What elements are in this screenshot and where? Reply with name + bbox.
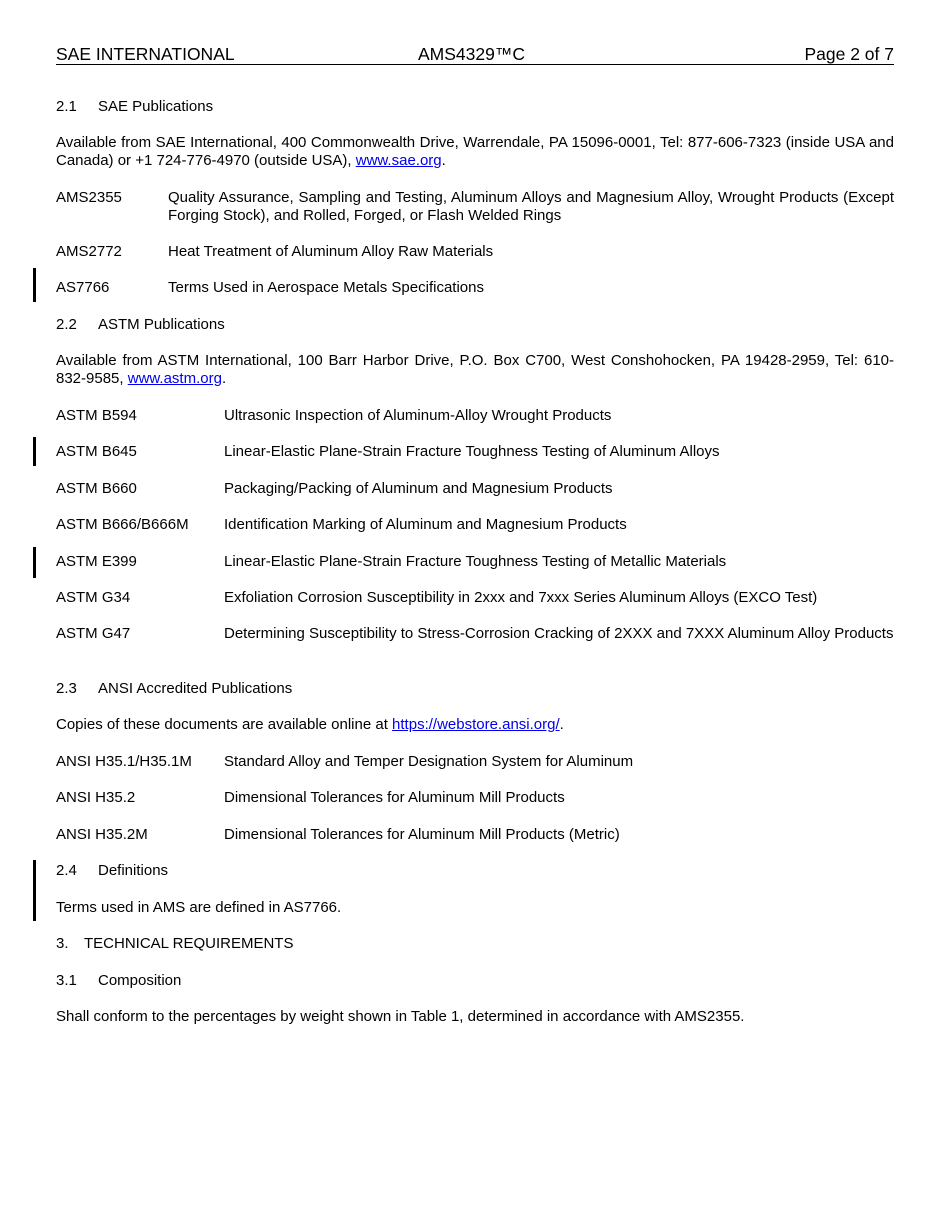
reference-code: AMS2772 [56, 243, 122, 260]
reference-entry [56, 480, 894, 498]
reference-entry [56, 279, 894, 297]
reference-entry [56, 789, 894, 807]
section-heading-3 [56, 935, 894, 953]
reference-title: Standard Alloy and Temper Designation System for Aluminum [224, 753, 634, 770]
reference-code: ANSI H35.2 [56, 789, 136, 806]
section-heading-2-3 [56, 680, 894, 698]
reference-title: Linear-Elastic Plane-Strain Fracture Toughness Testing of Aluminum Alloys [224, 443, 720, 460]
reference-title: Identification Marking of Aluminum and Magnesium Products [224, 516, 627, 533]
ansi-webstore-link[interactable]: https://webstore.ansi.org/ [392, 716, 560, 733]
header-organization: SAE INTERNATIONAL [56, 44, 235, 64]
reference-title: Packaging/Packing of Aluminum and Magnesium Products [224, 480, 613, 497]
revision-bar [33, 437, 36, 466]
paragraph-text: . [221, 370, 227, 387]
reference-title: Terms Used in Aerospace Metals Specifications [168, 279, 484, 296]
reference-code: ASTM B660 [56, 480, 137, 497]
sae-website-link[interactable]: www.sae.org [355, 152, 442, 169]
reference-entry [56, 407, 894, 425]
paragraph-text: . [441, 152, 446, 169]
reference-entry [56, 753, 894, 771]
reference-title: Exfoliation Corrosion Susceptibility in 2xxx and 7xxx Series Aluminum Alloys (EXCO Test) [224, 589, 818, 606]
section-heading-3-1 [56, 972, 894, 990]
reference-entry [56, 553, 894, 571]
reference-code: ASTM B594 [56, 407, 137, 424]
section-heading-2-1 [56, 98, 894, 116]
section-number: 2.3 [56, 680, 77, 697]
section-number: 3.1 [56, 972, 77, 989]
reference-title: Determining Susceptibility to Stress-Corrosion Cracking of 2XXX and 7XXX Aluminum Alloy Products [224, 625, 894, 642]
paragraph-text: . [559, 716, 564, 733]
paragraph-text: Copies of these documents are available online at [56, 716, 393, 733]
reference-title: Heat Treatment of Aluminum Alloy Raw Materials [168, 243, 494, 260]
section-heading-2-2 [56, 316, 894, 334]
reference-code: AMS2355 [56, 189, 122, 206]
reference-code: AS7766 [56, 279, 110, 296]
reference-entry [56, 189, 894, 225]
section-number: 2.1 [56, 98, 77, 115]
page-header [56, 44, 894, 65]
reference-entry [56, 625, 894, 643]
revision-bar [33, 268, 36, 302]
revision-bar [33, 860, 36, 921]
paragraph-text: Available from ASTM International, 100 Barr Harbor Drive, P.O. Box C700, West Conshohocken, PA 19428-2959, Tel: 610-832-9585, [56, 352, 894, 387]
reference-title: Dimensional Tolerances for Aluminum Mill Products (Metric) [224, 826, 620, 843]
reference-title: Dimensional Tolerances for Aluminum Mill Products [224, 789, 565, 806]
reference-entry [56, 589, 894, 607]
reference-entry [56, 243, 894, 261]
reference-entry [56, 443, 894, 461]
reference-code: ASTM E399 [56, 553, 137, 570]
section-title: Composition [98, 972, 182, 989]
astm-website-link[interactable]: www.astm.org [127, 370, 222, 387]
astm-availability-paragraph [56, 352, 894, 388]
reference-code: ASTM B666/B666M [56, 516, 189, 533]
sae-availability-paragraph [56, 134, 894, 170]
reference-title: Linear-Elastic Plane-Strain Fracture Toughness Testing of Metallic Materials [224, 553, 727, 570]
reference-code: ASTM B645 [56, 443, 137, 460]
reference-code: ASTM G47 [56, 625, 131, 642]
revision-bar [33, 547, 36, 578]
section-title: ANSI Accredited Publications [98, 680, 293, 697]
section-number: 2.4 [56, 862, 77, 879]
section-title: SAE Publications [98, 98, 214, 115]
section-title: TECHNICAL REQUIREMENTS [84, 935, 294, 952]
section-number: 2.2 [56, 316, 77, 333]
section-heading-2-4 [56, 862, 894, 880]
reference-code: ASTM G34 [56, 589, 131, 606]
section-title: Definitions [98, 862, 169, 879]
section-title: ASTM Publications [98, 316, 225, 333]
reference-title: Quality Assurance, Sampling and Testing, Aluminum Alloys and Magnesium Alloy, Wrought Products (Except Forging Stock), and Rolled, Forged, or Flash Welded Rings [168, 189, 894, 224]
section-number: 3. [56, 935, 69, 952]
paragraph-text: Available from SAE International, 400 Commonwealth Drive, Warrendale, PA 15096-0001, Tel: 877-606-7323 (inside USA and Canada) or +1 724-776-4970 (outside USA), [56, 134, 894, 169]
reference-title: Ultrasonic Inspection of Aluminum-Alloy Wrought Products [224, 407, 612, 424]
composition-paragraph: Shall conform to the percentages by weight shown in Table 1, determined in accordance with AMS2355. [56, 1008, 745, 1025]
reference-entry [56, 516, 894, 534]
definitions-paragraph: Terms used in AMS are defined in AS7766. [56, 899, 342, 916]
reference-entry [56, 826, 894, 844]
reference-code: ANSI H35.1/H35.1M [56, 753, 192, 770]
header-page-number: Page 2 of 7 [804, 44, 894, 64]
ansi-availability-paragraph [56, 716, 894, 734]
reference-code: ANSI H35.2M [56, 826, 148, 843]
header-document-number: AMS4329™C [418, 44, 525, 64]
